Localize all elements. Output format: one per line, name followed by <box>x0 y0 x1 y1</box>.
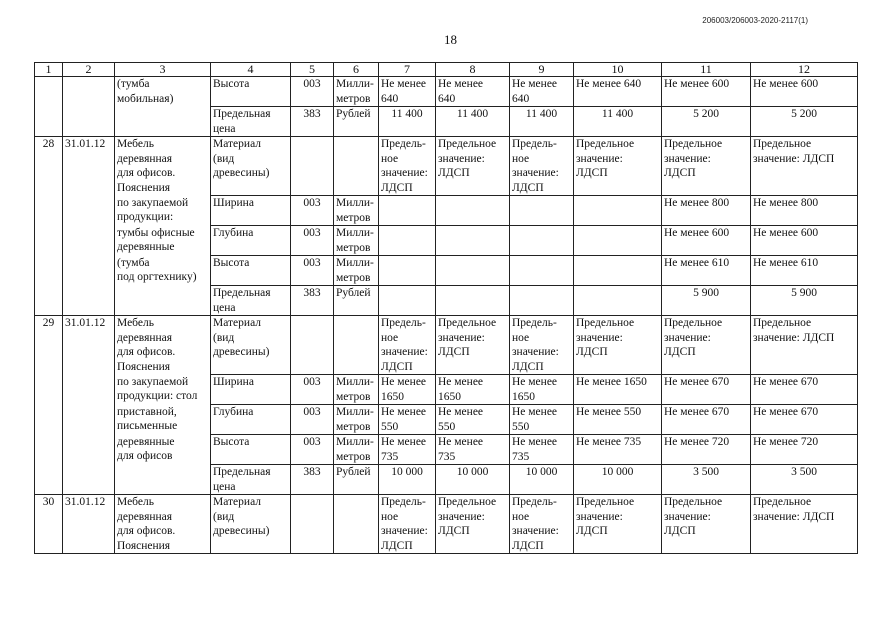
value-cell: Предельное значение: ЛДСП <box>574 495 662 554</box>
row-number-cell: 28 <box>35 137 63 316</box>
unit-name-cell: Милли- метров <box>334 435 379 465</box>
table-row <box>35 226 858 256</box>
value-cell <box>379 196 436 226</box>
value-cell: Предель- ное значение: ЛДСП <box>379 137 436 196</box>
value-cell: Не менее 670 <box>751 405 858 435</box>
unit-code-cell <box>291 495 334 554</box>
value-cell: Предель- ное значение: ЛДСП <box>379 316 436 375</box>
code-cell: 31.01.12 <box>63 316 115 495</box>
characteristic-cell: Высота <box>211 256 291 286</box>
product-name-cell <box>115 286 211 316</box>
row-number-cell <box>35 77 63 137</box>
characteristic-cell: Предельная цена <box>211 286 291 316</box>
code-cell <box>63 77 115 137</box>
value-cell: Не менее 1650 <box>436 375 510 405</box>
value-cell: Не менее 610 <box>662 256 751 286</box>
table-row <box>35 405 858 435</box>
value-cell: Предель- ное значение: ЛДСП <box>379 495 436 554</box>
unit-code-cell <box>291 137 334 196</box>
product-name-cell: (тумба мобильная) <box>115 77 211 137</box>
value-cell <box>510 256 574 286</box>
column-header: 5 <box>291 63 334 77</box>
product-name-cell: (тумба под оргтехнику) <box>115 256 211 286</box>
unit-name-cell: Рублей <box>334 465 379 495</box>
unit-name-cell: Милли- метров <box>334 405 379 435</box>
value-cell <box>379 226 436 256</box>
code-cell: 31.01.12 <box>63 495 115 554</box>
value-cell: Предельное значение: ЛДСП <box>436 316 510 375</box>
value-cell: Предельное значение: ЛДСП <box>574 137 662 196</box>
unit-name-cell: Милли- метров <box>334 375 379 405</box>
value-cell: Не менее 720 <box>662 435 751 465</box>
value-cell <box>436 226 510 256</box>
value-cell: Не менее 600 <box>662 77 751 107</box>
characteristic-cell: Высота <box>211 435 291 465</box>
column-header: 6 <box>334 63 379 77</box>
unit-code-cell: 383 <box>291 286 334 316</box>
product-name-cell: тумбы офисные деревянные <box>115 226 211 256</box>
specification-table <box>34 62 858 554</box>
characteristic-cell: Ширина <box>211 375 291 405</box>
value-cell: Не менее 670 <box>662 375 751 405</box>
value-cell: Предельное значение: ЛДСП <box>436 495 510 554</box>
value-cell: Не менее 600 <box>751 226 858 256</box>
column-header: 8 <box>436 63 510 77</box>
value-cell: Не менее 670 <box>751 375 858 405</box>
value-cell: 5 200 <box>751 107 858 137</box>
value-cell <box>574 226 662 256</box>
value-cell <box>574 256 662 286</box>
column-header: 3 <box>115 63 211 77</box>
value-cell <box>510 286 574 316</box>
column-header: 4 <box>211 63 291 77</box>
unit-name-cell: Милли- метров <box>334 196 379 226</box>
value-cell: Не менее 550 <box>436 405 510 435</box>
value-cell: Предельное значение: ЛДСП <box>751 495 858 554</box>
value-cell: 10 000 <box>510 465 574 495</box>
value-cell: Предель- ное значение: ЛДСП <box>510 495 574 554</box>
unit-code-cell: 383 <box>291 465 334 495</box>
value-cell: 10 000 <box>379 465 436 495</box>
column-header: 1 <box>35 63 63 77</box>
column-header: 11 <box>662 63 751 77</box>
characteristic-cell: Глубина <box>211 405 291 435</box>
value-cell: 11 400 <box>436 107 510 137</box>
unit-code-cell: 003 <box>291 196 334 226</box>
column-header: 10 <box>574 63 662 77</box>
value-cell: Не менее 640 <box>379 77 436 107</box>
characteristic-cell: Ширина <box>211 196 291 226</box>
table-row <box>35 375 858 405</box>
value-cell: Предельное значение: ЛДСП <box>662 316 751 375</box>
unit-code-cell: 003 <box>291 435 334 465</box>
value-cell: 5 900 <box>751 286 858 316</box>
unit-name-cell <box>334 495 379 554</box>
value-cell: Не менее 550 <box>379 405 436 435</box>
characteristic-cell: Высота <box>211 77 291 107</box>
value-cell: Не менее 550 <box>510 405 574 435</box>
value-cell: Предель- ное значение: ЛДСП <box>510 137 574 196</box>
table-row <box>35 286 858 316</box>
characteristic-cell: Предельная цена <box>211 465 291 495</box>
document-id: 206003/206003-2020-2117(1) <box>702 16 808 25</box>
value-cell <box>436 196 510 226</box>
value-cell <box>436 256 510 286</box>
value-cell: Не менее 800 <box>662 196 751 226</box>
value-cell <box>574 196 662 226</box>
value-cell: 11 400 <box>379 107 436 137</box>
column-header: 7 <box>379 63 436 77</box>
table-row <box>35 465 858 495</box>
value-cell: 5 900 <box>662 286 751 316</box>
value-cell: Не менее 735 <box>379 435 436 465</box>
value-cell <box>436 286 510 316</box>
value-cell: Предельное значение: ЛДСП <box>662 495 751 554</box>
table-row <box>35 495 858 554</box>
value-cell: Не менее 1650 <box>379 375 436 405</box>
value-cell: 3 500 <box>662 465 751 495</box>
unit-code-cell: 003 <box>291 77 334 107</box>
value-cell: Не менее 1650 <box>574 375 662 405</box>
unit-name-cell <box>334 316 379 375</box>
table-row <box>35 196 858 226</box>
value-cell <box>379 286 436 316</box>
unit-code-cell: 003 <box>291 405 334 435</box>
value-cell: Не менее 735 <box>436 435 510 465</box>
value-cell <box>510 226 574 256</box>
unit-name-cell: Рублей <box>334 107 379 137</box>
characteristic-cell: Материал (вид древесины) <box>211 495 291 554</box>
unit-code-cell: 003 <box>291 226 334 256</box>
value-cell: 11 400 <box>574 107 662 137</box>
product-name-cell <box>115 465 211 495</box>
value-cell: Не менее 640 <box>436 77 510 107</box>
value-cell: 10 000 <box>574 465 662 495</box>
value-cell: Не менее 640 <box>574 77 662 107</box>
column-number-row <box>35 63 858 77</box>
value-cell <box>510 196 574 226</box>
column-header: 12 <box>751 63 858 77</box>
product-name-cell: Мебель деревянная для офисов. Пояснения <box>115 495 211 554</box>
value-cell: Не менее 670 <box>662 405 751 435</box>
value-cell: Не менее 735 <box>510 435 574 465</box>
table-row <box>35 256 858 286</box>
value-cell: 11 400 <box>510 107 574 137</box>
unit-code-cell: 003 <box>291 256 334 286</box>
product-name-cell: по закупаемой продукции: <box>115 196 211 226</box>
product-name-cell: Мебель деревянная для офисов. Пояснения <box>115 137 211 196</box>
value-cell: Предельное значение: ЛДСП <box>436 137 510 196</box>
value-cell: Не менее 550 <box>574 405 662 435</box>
row-number-cell: 30 <box>35 495 63 554</box>
code-cell: 31.01.12 <box>63 137 115 316</box>
value-cell: Предельное значение: ЛДСП <box>751 137 858 196</box>
value-cell: Не менее 720 <box>751 435 858 465</box>
unit-name-cell: Рублей <box>334 286 379 316</box>
unit-code-cell: 383 <box>291 107 334 137</box>
characteristic-cell: Глубина <box>211 226 291 256</box>
value-cell: Не менее 1650 <box>510 375 574 405</box>
characteristic-cell: Материал (вид древесины) <box>211 137 291 196</box>
value-cell: Предель- ное значение: ЛДСП <box>510 316 574 375</box>
value-cell: 10 000 <box>436 465 510 495</box>
table-row <box>35 77 858 107</box>
unit-code-cell: 003 <box>291 375 334 405</box>
value-cell: Не менее 600 <box>662 226 751 256</box>
value-cell: 5 200 <box>662 107 751 137</box>
table-row <box>35 137 858 196</box>
page-number: 18 <box>444 32 457 47</box>
value-cell <box>379 256 436 286</box>
value-cell: Не менее 640 <box>510 77 574 107</box>
product-name-cell: Мебель деревянная для офисов. Пояснения <box>115 316 211 375</box>
characteristic-cell: Материал (вид древесины) <box>211 316 291 375</box>
table-row <box>35 435 858 465</box>
product-name-cell: деревянные для офисов <box>115 435 211 465</box>
value-cell: Не менее 610 <box>751 256 858 286</box>
value-cell: Не менее 800 <box>751 196 858 226</box>
unit-code-cell <box>291 316 334 375</box>
row-number-cell: 29 <box>35 316 63 495</box>
value-cell: Предельное значение: ЛДСП <box>574 316 662 375</box>
table-row <box>35 316 858 375</box>
product-name-cell: по закупаемой продукции: стол <box>115 375 211 405</box>
column-header: 2 <box>63 63 115 77</box>
unit-name-cell: Милли- метров <box>334 226 379 256</box>
value-cell: Предельное значение: ЛДСП <box>662 137 751 196</box>
column-header: 9 <box>510 63 574 77</box>
value-cell: Предельное значение: ЛДСП <box>751 316 858 375</box>
unit-name-cell: Милли- метров <box>334 256 379 286</box>
product-name-cell: приставной, письменные <box>115 405 211 435</box>
characteristic-cell: Предельная цена <box>211 107 291 137</box>
value-cell <box>574 286 662 316</box>
unit-name-cell: Милли- метров <box>334 77 379 107</box>
value-cell: Не менее 735 <box>574 435 662 465</box>
unit-name-cell <box>334 137 379 196</box>
value-cell: 3 500 <box>751 465 858 495</box>
value-cell: Не менее 600 <box>751 77 858 107</box>
